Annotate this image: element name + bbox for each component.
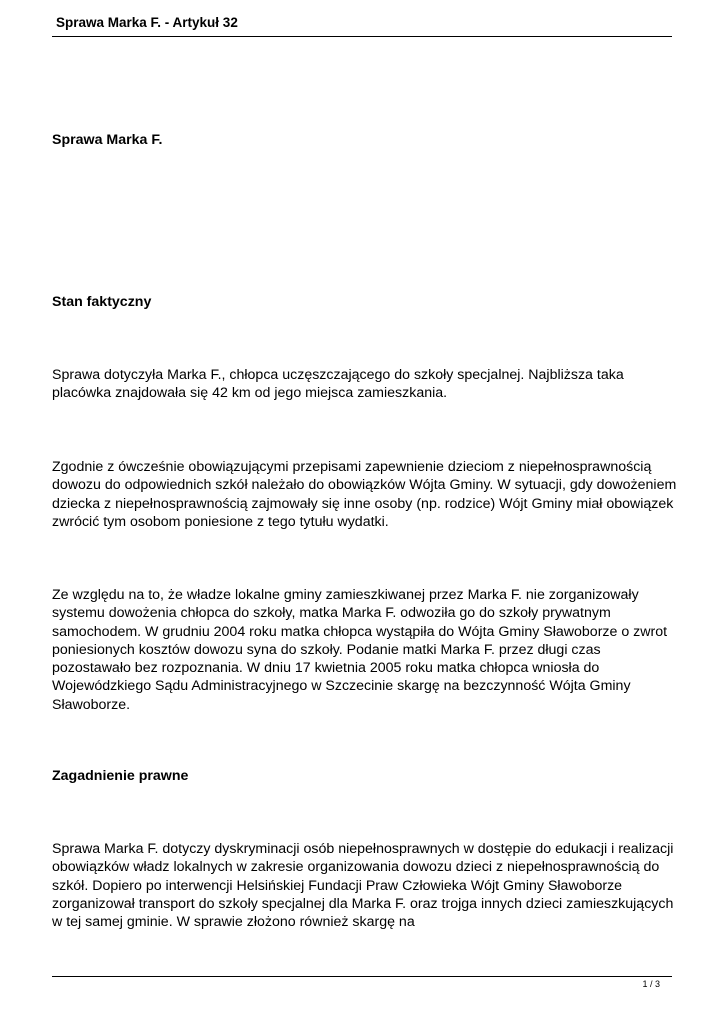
- legal-paragraph-1: Sprawa Marka F. dotyczy dyskryminacji osób niepełnosprawnych w dostępie do edukacji i realizacji obowiązków władz lokalnych w zakresie organizowania dowozu dzieci z niepełnosprawnością do szkół. Dopiero po interwencji Helsińskiej Fundacji Praw Człowieka Wójt Gminy Sławoborze zorganizował transport do szkoły specjalnej dla Marka F. oraz trojga innych dzieci zamieszkujących w tej samej gminie. W sprawie złożono również skargę na: [52, 841, 674, 931]
- facts-paragraph-3: Ze względu na to, że władze lokalne gminy zamieszkiwanej przez Marka F. nie zorganizowały systemu dowożenia chłopca do szkoły, matka Marka F. odwoziła go do szkoły prywatnym samochodem. W grudniu 2004 roku matka chłopca wystąpiła do Wójta Gminy Sławoborze o zwrot poniesionych kosztów dowozu syna do szkoły. Podanie matki Marka F. przez długi czas pozostawało bez rozpoznania. W dniu 17 kwietnia 2005 roku matka chłopca wniosła do Wojewódzkiego Sądu Administracyjnego w Szczecinie skargę na bezczynność Wójta Gminy Sławoborze.: [52, 587, 668, 713]
- page-number: 1 / 3: [642, 979, 660, 989]
- section-heading-facts: Stan faktyczny: [52, 294, 152, 310]
- facts-paragraph-1: Sprawa dotyczyła Marka F., chłopca uczęszczającego do szkoły specjalnej. Najbliższa taka placówka znajdowała się 42 km od jego miejsca zamieszkania.: [52, 367, 624, 402]
- page-header: [52, 14, 672, 37]
- section-heading-legal: Zagadnienie prawne: [52, 768, 189, 784]
- page-footer: [52, 976, 672, 989]
- running-title: Sprawa Marka F. - Artykuł 32: [56, 15, 238, 30]
- facts-paragraph-2: Zgodnie z ówcześnie obowiązującymi przepisami zapewnienie dzieciom z niepełnosprawnością dowozu do odpowiednich szkół należało do obowiązków Wójta Gminy. W sytuacji, gdy dowożeniem dziecka z niepełnosprawnością zajmowały się inne osoby (np. rodzice) Wójt Gminy miał obowiązek zwrócić tym osobom poniesione z tego tytułu wydatki.: [52, 459, 677, 530]
- document-title: Sprawa Marka F.: [52, 132, 163, 148]
